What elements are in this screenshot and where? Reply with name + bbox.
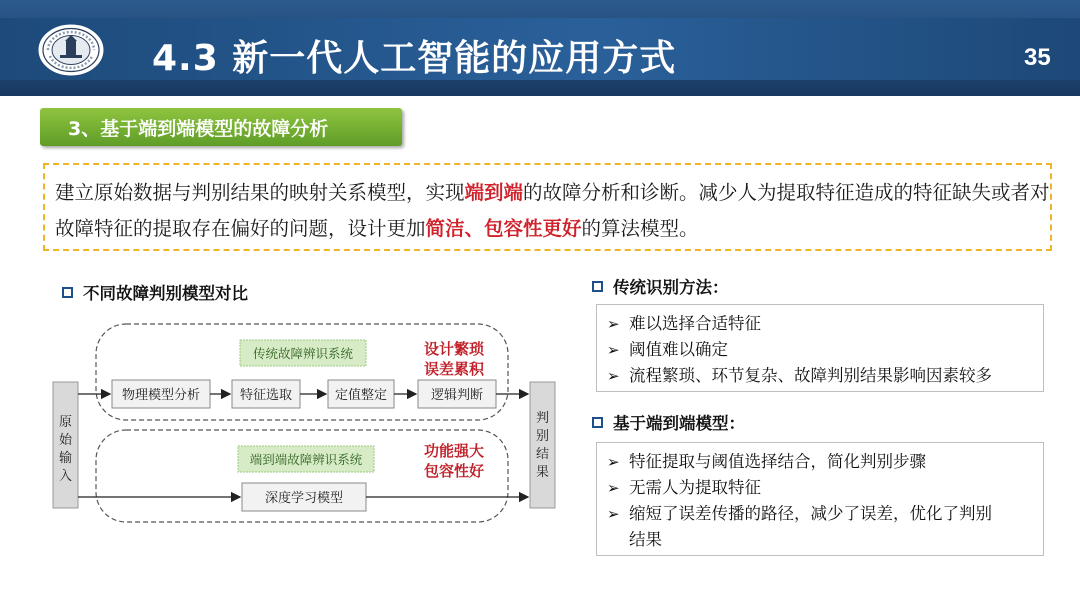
diagram-heading [62, 280, 248, 304]
output-label-char: 果 [535, 465, 550, 480]
list-item-continuation: 结果 [629, 530, 662, 549]
input-label-char: 始 [58, 433, 73, 448]
intro-text-3: 的算法模型。 [581, 217, 699, 240]
deep-learning-model-label: 深度学习模型 [264, 491, 344, 506]
page-number: 35 [1024, 44, 1051, 71]
input-label-char: 入 [58, 469, 73, 484]
output-bar [530, 382, 555, 508]
university-seal-icon [36, 22, 106, 78]
intro-text-1: 建立原始数据与判别结果的映射关系模型，实现 [55, 181, 465, 204]
square-bullet-icon [62, 287, 73, 298]
end-to-end-methods-list [596, 442, 1044, 556]
square-bullet-icon [592, 281, 603, 292]
output-label-char: 结 [535, 447, 550, 462]
intro-highlight-1: 端到端 [464, 181, 524, 204]
end-to-end-note-line1: 功能强大 [423, 442, 485, 460]
step-label: 逻辑判断 [430, 388, 484, 403]
step-label: 特征选取 [239, 388, 293, 403]
traditional-note-line2: 误差累积 [423, 360, 485, 378]
step-label: 定值整定 [334, 388, 388, 403]
traditional-system-label: 传统故障辨识系统 [252, 346, 354, 361]
input-label-char: 原 [58, 415, 73, 430]
list-item: ➢ 难以选择合适特征 [607, 311, 1043, 337]
list-item: ➢ 缩短了误差传播的路径，减少了误差，优化了判别 [607, 501, 1043, 527]
end-to-end-methods-heading [592, 410, 745, 434]
section-tab-label: 3、基于端到端模型的故障分析 [68, 118, 329, 140]
list-item: ➢ 流程繁琐、环节复杂、故障判别结果影响因素较多 [607, 363, 1043, 389]
model-comparison-diagram [50, 318, 560, 526]
traditional-note-line1: 设计繁琐 [423, 340, 485, 358]
output-label-char: 判 [535, 411, 550, 426]
intro-highlight-2: 简洁、包容性更好 [425, 217, 582, 240]
traditional-methods-list [596, 304, 1044, 392]
traditional-methods-heading [592, 274, 729, 298]
square-bullet-icon [592, 417, 603, 428]
output-label-char: 别 [535, 429, 550, 444]
page-title: 4.3 新一代人工智能的应用方式 [152, 38, 677, 79]
section-tab [40, 108, 402, 146]
intro-text-2: 的故障分析和诊断。减少人为提取特征造成的特征缺失或者对故障特征的提取存在偏好的问题，设计更加 [55, 181, 1050, 240]
traditional-methods-heading-label: 传统识别方法： [613, 278, 729, 297]
diagram-heading-label: 不同故障判别模型对比 [83, 284, 248, 303]
end-to-end-methods-heading-label: 基于端到端模型： [613, 414, 745, 433]
list-item: ➢ 无需人为提取特征 [607, 475, 1043, 501]
step-label: 物理模型分析 [121, 388, 201, 403]
list-item: ➢ 特征提取与阈值选择结合，简化判别步骤 [607, 449, 1043, 475]
input-label-char: 输 [58, 451, 73, 466]
end-to-end-system-label: 端到端故障辨识系统 [249, 452, 363, 467]
intro-paragraph [43, 163, 1052, 251]
list-item: ➢ 阈值难以确定 [607, 337, 1043, 363]
end-to-end-note-line2: 包容性好 [423, 462, 485, 480]
header-bar [0, 0, 1080, 96]
